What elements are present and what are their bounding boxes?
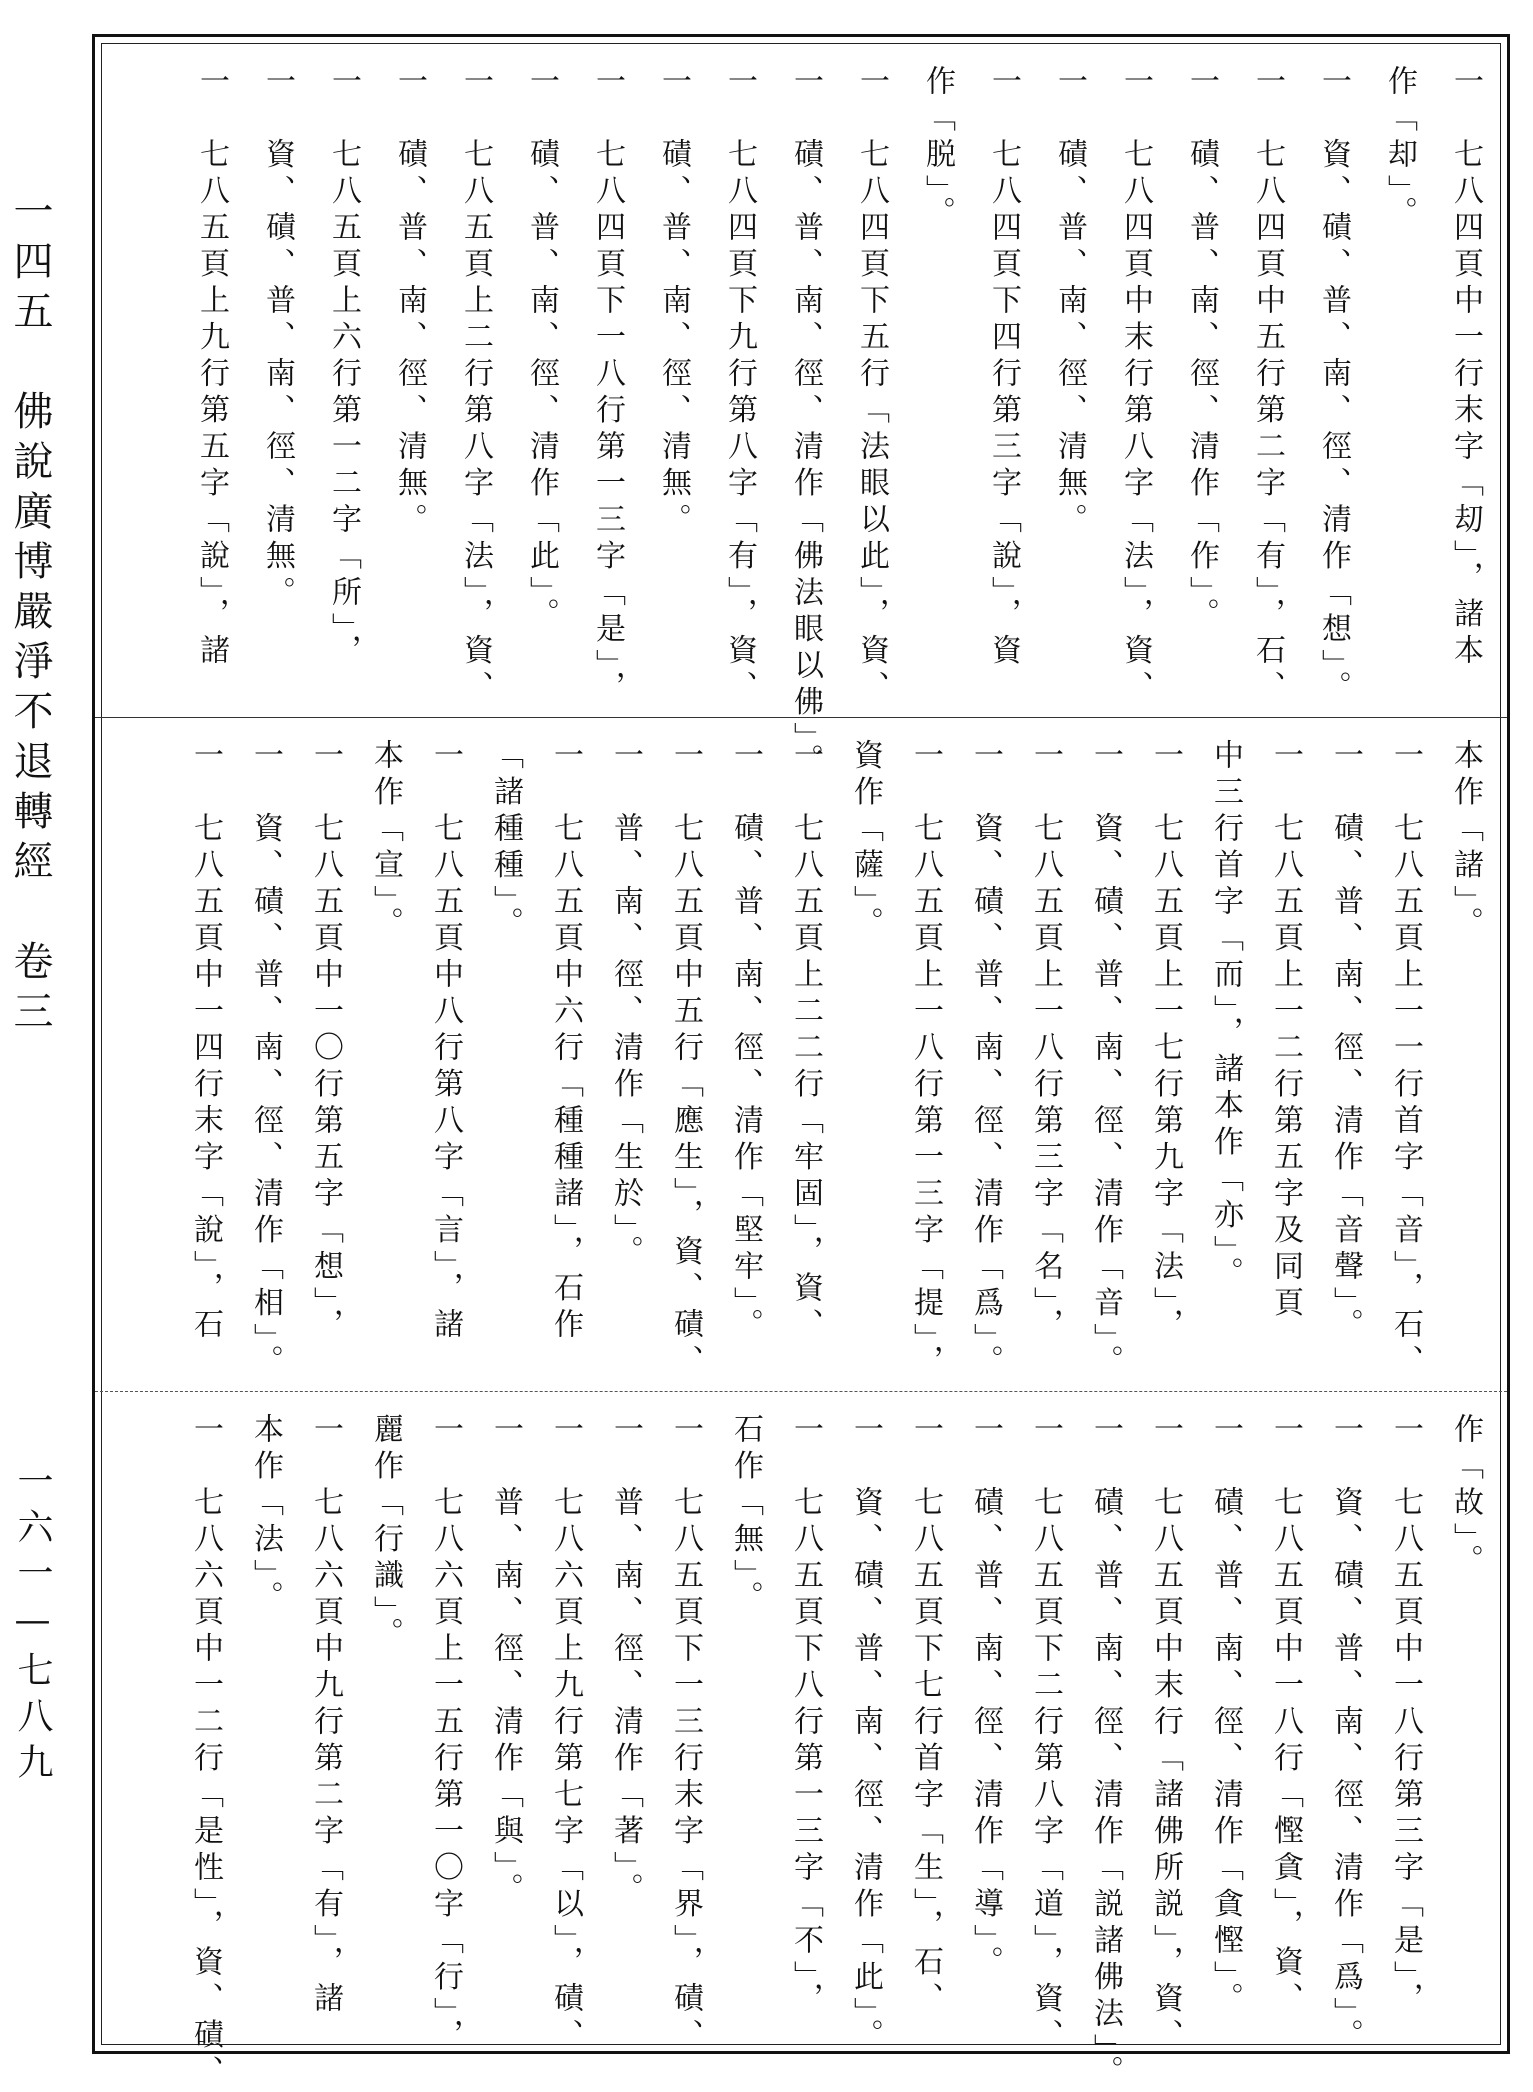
text-column: 中三行首字「而」，諸本作「亦」。	[1208, 739, 1243, 1293]
text-column: 一 七八五頁下七行首字「生」，石、	[908, 1413, 943, 2019]
text-column: 一 資、磧、普、南、徑、清作「相」。	[248, 739, 283, 1381]
text-column: 一 七八四頁下四行第三字「說」，資	[986, 65, 1021, 671]
text-column: 一 磧、普、南、徑、清作「佛法眼以佛」。	[788, 65, 823, 780]
text-column: 一 七八四頁中末行第八字「法」，資、	[1118, 65, 1153, 707]
text-column: 石作「無」。	[728, 1413, 763, 1617]
text-column: 一 七八五頁中一四行末字「說」，石	[188, 739, 223, 1345]
text-column: 一 七八四頁中五行第二字「有」，石、	[1250, 65, 1285, 707]
text-column: 一 普、南、徑、清作「生於」。	[608, 739, 643, 1272]
text-column: 一 普、南、徑、清作「與」。	[488, 1413, 523, 1909]
text-column: 一 七八四頁中一行末字「刧」，諸本	[1448, 65, 1483, 671]
text-column: 一 七八五頁中一八行第三字「是」，	[1388, 1413, 1423, 2019]
text-column: 一 七八五頁下二行第八字「道」，資、	[1028, 1413, 1063, 2055]
text-column: 一 七八五頁中五行「應生」，資、磧、	[668, 739, 703, 1381]
margin-page-number: 一六一—七八九	[12, 1462, 53, 1789]
text-column: 一 七八五頁中末行「諸佛所説」，資、	[1148, 1413, 1183, 2055]
page-frame	[92, 34, 1510, 2092]
text-column: 一 七八四頁下一八行第一三字「是」，	[590, 65, 625, 707]
text-column: 一 磧、普、南、徑、清作「作」。	[1184, 65, 1219, 634]
text-column: 一 磧、普、南、徑、清無。	[656, 65, 691, 540]
text-column: 一 七八五頁上一八行第三字「名」，	[1028, 739, 1063, 1345]
text-column: 「諸種種」。	[488, 739, 523, 943]
text-column: 一 磧、普、南、徑、清無。	[392, 65, 427, 540]
text-column: 一 七八六頁上九行第七字「以」，磧、	[548, 1413, 583, 2055]
text-column: 一 七八五頁上九行第五字「說」，諸	[194, 65, 229, 671]
text-column: 一 七八五頁上一七行第九字「法」，	[1148, 739, 1183, 1345]
text-column: 一 普、南、徑、清作「著」。	[608, 1413, 643, 1909]
text-column: 一 資、磧、普、南、徑、清作「爲」。	[968, 739, 1003, 1381]
text-column: 一 七八六頁中一二行「是性」，資、磧、	[188, 1413, 223, 2092]
text-column: 一 磧、普、南、徑、清作「貪慳」。	[1208, 1413, 1243, 2019]
text-column: 一 資、磧、普、南、徑、清無。	[260, 65, 295, 613]
text-column: 一 七八五頁上二二行「牢固」，資、	[788, 739, 823, 1345]
text-column: 一 七八五頁上二行第八字「法」，資、	[458, 65, 493, 707]
text-column: 一 磧、普、南、徑、清作「説諸佛法」。	[1088, 1413, 1123, 2092]
text-column: 一 七八五頁中六行「種種諸」，石作	[548, 739, 583, 1345]
margin-title: 一四五 佛說廣博嚴淨不退轉經 卷三	[7, 190, 53, 1040]
text-column: 一 七八五頁下八行第一三字「不」，	[788, 1413, 823, 2019]
text-column: 本作「宣」。	[368, 739, 403, 943]
text-column: 本作「諸」。	[1448, 739, 1483, 943]
text-column: 一 七八五頁中一八行「慳貪」，資、	[1268, 1413, 1303, 2019]
text-column: 一 七八四頁下五行「法眼以此」，資、	[854, 65, 889, 707]
text-column: 一 資、磧、普、南、徑、清作「爲」。	[1328, 1413, 1363, 2055]
text-column: 一 七八五頁下一三行末字「界」，磧、	[668, 1413, 703, 2055]
text-column: 一 七八五頁上六行第一二字「所」，	[326, 65, 361, 671]
text-column: 一 磧、普、南、徑、清作「堅牢」。	[728, 739, 763, 1345]
text-column: 一 七八五頁上一八行第一三字「提」，	[908, 739, 943, 1381]
text-column: 一 磧、普、南、徑、清作「導」。	[968, 1413, 1003, 1982]
text-column: 作「脱」。	[920, 65, 955, 233]
text-column: 麗作「行識」。	[368, 1413, 403, 1654]
text-column: 一 磧、普、南、徑、清無。	[1052, 65, 1087, 540]
text-column: 一 七八四頁下九行第八字「有」，資、	[722, 65, 757, 707]
text-column: 一 七八五頁上一一行首字「音」，石、	[1388, 739, 1423, 1381]
text-column: 一 七八五頁中一〇行第五字「想」，	[308, 739, 343, 1345]
text-column: 一 七八五頁中八行第八字「言」，諸	[428, 739, 463, 1345]
register-divider-2	[95, 1391, 1507, 1392]
text-column: 一 七八五頁上一二行第五字及同頁	[1268, 739, 1303, 1323]
text-column: 作「故」。	[1448, 1413, 1483, 1581]
text-column: 資作「薩」。	[848, 739, 883, 943]
text-column: 一 資、磧、普、南、徑、清作「此」。	[848, 1413, 883, 2055]
text-column: 一 七八六頁中九行第二字「有」，諸	[308, 1413, 343, 2019]
text-column: 本作「法」。	[248, 1413, 283, 1617]
text-column: 一 資、磧、普、南、徑、清作「想」。	[1316, 65, 1351, 707]
text-column: 作「却」。	[1382, 65, 1417, 233]
text-column: 一 七八六頁上一五行第一〇字「行」，	[428, 1413, 463, 2055]
text-column: 一 磧、普、南、徑、清作「此」。	[524, 65, 559, 634]
text-column: 一 磧、普、南、徑、清作「音聲」。	[1328, 739, 1363, 1345]
text-column: 一 資、磧、普、南、徑、清作「音」。	[1088, 739, 1123, 1381]
